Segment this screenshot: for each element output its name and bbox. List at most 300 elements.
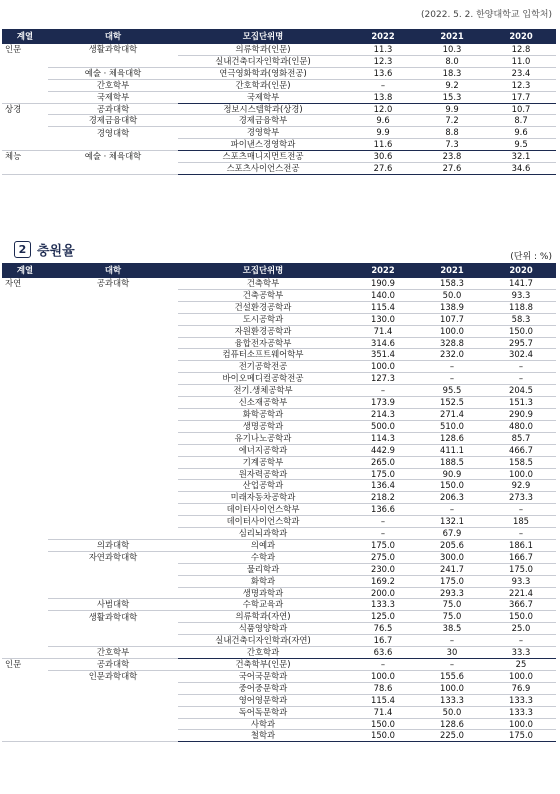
unit-name-cell: 기계공학부 [178, 456, 348, 468]
category-cell [2, 528, 48, 540]
fill-rate-table [2, 263, 556, 742]
year-2021-cell: 27.6 [418, 163, 486, 175]
year-2021-cell: 133.3 [418, 694, 486, 706]
unit-name-cell: 생명과학과 [178, 587, 348, 599]
table-row [2, 397, 556, 409]
table-row [2, 551, 556, 563]
table-row [2, 91, 556, 103]
category-cell [2, 420, 48, 432]
year-2022-cell: – [348, 659, 418, 671]
category-cell [2, 706, 48, 718]
unit-name-cell: 자원환경공학과 [178, 325, 348, 337]
category-cell [2, 682, 48, 694]
college-cell [48, 55, 178, 67]
table-row [2, 420, 556, 432]
year-2020-cell: 133.3 [486, 694, 556, 706]
college-cell [48, 480, 178, 492]
year-2022-cell: 136.6 [348, 504, 418, 516]
college-cell [48, 397, 178, 409]
year-2020-cell: 33.3 [486, 647, 556, 659]
year-2020-cell: 118.8 [486, 301, 556, 313]
unit-name-cell: 에너지공학과 [178, 444, 348, 456]
year-2021-cell: 152.5 [418, 397, 486, 409]
college-cell: 의과대학 [48, 539, 178, 551]
unit-name-cell: 경영학부 [178, 127, 348, 139]
year-2022-cell: 114.3 [348, 432, 418, 444]
category-cell [2, 397, 48, 409]
year-2022-cell: 130.0 [348, 313, 418, 325]
table-row [2, 289, 556, 301]
year-2022-cell: 133.3 [348, 599, 418, 611]
category-cell [2, 623, 48, 635]
table-row [2, 659, 556, 671]
year-2022-cell: 314.6 [348, 337, 418, 349]
year-2021-cell: 150.0 [418, 480, 486, 492]
year-2021-cell: 205.6 [418, 539, 486, 551]
year-2021-cell: 411.1 [418, 444, 486, 456]
college-cell [48, 718, 178, 730]
category-cell [2, 551, 48, 563]
year-2021-cell: 7.2 [418, 115, 486, 127]
table-row [2, 301, 556, 313]
table-row [2, 492, 556, 504]
year-2020-cell: 100.0 [486, 718, 556, 730]
table-row [2, 587, 556, 599]
year-2022-cell: 150.0 [348, 718, 418, 730]
year-2021-cell: 107.7 [418, 313, 486, 325]
unit-name-cell: 중어중문학과 [178, 682, 348, 694]
year-2022-cell: 169.2 [348, 575, 418, 587]
column-header: 대학 [48, 29, 178, 44]
table-row [2, 468, 556, 480]
category-cell [2, 587, 48, 599]
year-2022-cell: 218.2 [348, 492, 418, 504]
year-2022-cell: 27.6 [348, 163, 418, 175]
college-cell [48, 563, 178, 575]
unit-name-cell: 영어영문학과 [178, 694, 348, 706]
category-cell [2, 480, 48, 492]
column-header: 계열 [2, 263, 48, 278]
unit-name-cell: 의예과 [178, 539, 348, 551]
table-header-row [2, 263, 556, 278]
year-2021-cell: 18.3 [418, 67, 486, 79]
category-cell [2, 79, 48, 91]
unit-name-cell: 화학과 [178, 575, 348, 587]
category-cell [2, 670, 48, 682]
year-2022-cell: 173.9 [348, 397, 418, 409]
year-2020-cell: 302.4 [486, 349, 556, 361]
table-row [2, 635, 556, 647]
year-2021-cell: 30 [418, 647, 486, 659]
year-2021-cell: – [418, 659, 486, 671]
year-2022-cell: 63.6 [348, 647, 418, 659]
year-2020-cell: 133.3 [486, 706, 556, 718]
year-2020-cell: 12.3 [486, 79, 556, 91]
year-2022-cell: 136.4 [348, 480, 418, 492]
college-cell [48, 349, 178, 361]
year-2022-cell: 9.9 [348, 127, 418, 139]
category-cell [2, 289, 48, 301]
year-2020-cell: – [486, 373, 556, 385]
year-2022-cell: 11.6 [348, 139, 418, 151]
year-2020-cell: 9.5 [486, 139, 556, 151]
college-cell [48, 337, 178, 349]
category-cell: 체능 [5, 151, 22, 162]
college-cell [48, 432, 178, 444]
college-cell [48, 575, 178, 587]
college-cell: 국제학부 [48, 91, 178, 103]
year-2020-cell: 85.7 [486, 432, 556, 444]
college-cell: 자연과학대학 [88, 552, 138, 563]
year-2022-cell: 127.3 [348, 373, 418, 385]
unit-name-cell: 국제학부 [178, 91, 348, 103]
category-cell [2, 313, 48, 325]
unit-name-cell: 의류학과(인문) [178, 44, 348, 55]
year-2021-cell: 7.3 [418, 139, 486, 151]
year-2021-cell: 132.1 [418, 516, 486, 528]
college-cell [48, 516, 178, 528]
college-cell: 경제금융대학 [48, 115, 178, 127]
unit-name-cell: 건축학부(인문) [178, 659, 348, 671]
year-2022-cell: 76.5 [348, 623, 418, 635]
table-row [2, 647, 556, 659]
table-row [2, 55, 556, 67]
category-cell [2, 361, 48, 373]
table-row [2, 575, 556, 587]
college-cell [48, 289, 178, 301]
college-cell [48, 361, 178, 373]
column-header: 모집단위명 [178, 263, 348, 278]
college-cell: 생활과학대학 [88, 44, 138, 55]
category-cell [2, 127, 48, 139]
category-cell [2, 373, 48, 385]
unit-name-cell: 전기공학전공 [178, 361, 348, 373]
table-row [2, 623, 556, 635]
year-2020-cell: 17.7 [486, 91, 556, 103]
year-2020-cell: 150.0 [486, 325, 556, 337]
year-2020-cell: – [486, 361, 556, 373]
category-cell [2, 325, 48, 337]
category-cell [2, 139, 48, 151]
college-cell [48, 623, 178, 635]
year-2020-cell: 158.5 [486, 456, 556, 468]
unit-name-cell: 스포츠사이언스전공 [178, 163, 348, 175]
college-cell [48, 163, 178, 175]
category-cell [2, 432, 48, 444]
table-row [2, 79, 556, 91]
college-cell [48, 730, 178, 742]
year-2021-cell: 90.9 [418, 468, 486, 480]
year-2022-cell: 115.4 [348, 694, 418, 706]
year-2021-cell: 232.0 [418, 349, 486, 361]
college-cell [48, 587, 178, 599]
category-cell: 인문 [5, 659, 22, 670]
unit-name-cell: 물리학과 [178, 563, 348, 575]
year-2020-cell: 185 [486, 516, 556, 528]
unit-name-cell: 심리뇌과학과 [178, 528, 348, 540]
year-2022-cell: – [348, 528, 418, 540]
table-row [2, 115, 556, 127]
year-2020-cell: 8.7 [486, 115, 556, 127]
year-2021-cell: 241.7 [418, 563, 486, 575]
year-2020-cell: 32.1 [486, 151, 556, 163]
table-row [2, 718, 556, 730]
year-2021-cell: 188.5 [418, 456, 486, 468]
year-2022-cell: – [348, 516, 418, 528]
table-row [2, 163, 556, 175]
category-cell [2, 67, 48, 79]
unit-name-cell: 화학공학과 [178, 408, 348, 420]
year-2021-cell: 100.0 [418, 682, 486, 694]
year-2021-cell: 95.5 [418, 385, 486, 397]
unit-name-cell: 식품영양학과 [178, 623, 348, 635]
unit-name-cell: 실내건축디자인학과(자연) [178, 635, 348, 647]
unit-name-cell: 국어국문학과 [178, 670, 348, 682]
unit-name-cell: 수학과 [178, 551, 348, 563]
year-2020-cell: – [486, 504, 556, 516]
year-2020-cell: – [486, 528, 556, 540]
table-row [2, 151, 556, 163]
year-2022-cell: 190.9 [348, 278, 418, 289]
year-2020-cell: 100.0 [486, 468, 556, 480]
competition-rate-table [2, 29, 556, 175]
college-cell: 예술 · 체육대학 [84, 151, 142, 162]
table-row [2, 563, 556, 575]
category-cell: 자연 [5, 278, 22, 289]
unit-name-cell: 건설환경공학과 [178, 301, 348, 313]
college-cell [48, 706, 178, 718]
year-2021-cell: – [418, 373, 486, 385]
year-2021-cell: 8.8 [418, 127, 486, 139]
unit-name-cell: 건축학부 [178, 278, 348, 289]
table-row [2, 139, 556, 151]
year-2022-cell: 150.0 [348, 730, 418, 742]
year-2020-cell: 10.7 [486, 103, 556, 115]
table-row [2, 694, 556, 706]
table-row [2, 528, 556, 540]
college-cell [48, 139, 178, 151]
table-row [2, 611, 556, 623]
category-cell [2, 575, 48, 587]
section-heading [14, 240, 75, 259]
category-cell [2, 694, 48, 706]
unit-name-cell: 사학과 [178, 718, 348, 730]
category-cell [2, 91, 48, 103]
year-2022-cell: 71.4 [348, 706, 418, 718]
year-2021-cell: 100.0 [418, 325, 486, 337]
year-2021-cell: – [418, 361, 486, 373]
unit-name-cell: 전기.생체공학부 [178, 385, 348, 397]
year-2022-cell: 100.0 [348, 670, 418, 682]
unit-name-cell: 파이낸스경영학과 [178, 139, 348, 151]
column-header: 모집단위명 [178, 29, 348, 44]
year-2020-cell: 76.9 [486, 682, 556, 694]
unit-name-cell: 원자력공학과 [178, 468, 348, 480]
year-2022-cell: 16.7 [348, 635, 418, 647]
column-header: 2022 [348, 263, 418, 278]
unit-name-cell: 미래자동차공학과 [178, 492, 348, 504]
year-2022-cell: 71.4 [348, 325, 418, 337]
year-2020-cell: 186.1 [486, 539, 556, 551]
column-header: 2021 [418, 263, 486, 278]
section-number: 2 [14, 241, 31, 258]
college-cell: 생활과학대학 [88, 611, 138, 622]
year-2022-cell: – [348, 385, 418, 397]
college-cell [48, 504, 178, 516]
year-2020-cell: 204.5 [486, 385, 556, 397]
year-2021-cell: 225.0 [418, 730, 486, 742]
year-2021-cell: 67.9 [418, 528, 486, 540]
year-2020-cell: 92.9 [486, 480, 556, 492]
year-2020-cell: 466.7 [486, 444, 556, 456]
table-row [2, 480, 556, 492]
unit-name-cell: 독어독문학과 [178, 706, 348, 718]
college-cell [48, 682, 178, 694]
unit-name-cell: 신소재공학부 [178, 397, 348, 409]
category-cell [2, 163, 48, 175]
unit-name-cell: 의류학과(자연) [178, 611, 348, 623]
unit-name-cell: 스포츠매니지먼트전공 [178, 151, 348, 163]
year-2020-cell: 366.7 [486, 599, 556, 611]
section-title: 충원율 [37, 244, 75, 259]
table-row [2, 278, 556, 289]
year-2022-cell: 115.4 [348, 301, 418, 313]
table-row [2, 361, 556, 373]
unit-name-cell: 실내건축디자인학과(인문) [178, 55, 348, 67]
column-header: 2022 [348, 29, 418, 44]
unit-label: (단위 : %) [510, 252, 552, 262]
category-cell [2, 492, 48, 504]
category-cell [2, 349, 48, 361]
unit-name-cell: 건축공학부 [178, 289, 348, 301]
year-2022-cell: 140.0 [348, 289, 418, 301]
year-2021-cell: 128.6 [418, 432, 486, 444]
category-cell [2, 468, 48, 480]
year-2022-cell: 442.9 [348, 444, 418, 456]
year-2020-cell: 58.3 [486, 313, 556, 325]
unit-name-cell: 바이오메디컬공학전공 [178, 373, 348, 385]
year-2022-cell: 214.3 [348, 408, 418, 420]
year-2021-cell: 293.3 [418, 587, 486, 599]
year-2021-cell: 8.0 [418, 55, 486, 67]
category-cell [2, 718, 48, 730]
college-cell [48, 408, 178, 420]
category-cell: 상경 [5, 103, 22, 114]
year-2020-cell: 175.0 [486, 730, 556, 742]
year-2021-cell: 328.8 [418, 337, 486, 349]
category-cell [2, 456, 48, 468]
year-2020-cell: 175.0 [486, 563, 556, 575]
category-cell [2, 516, 48, 528]
year-2022-cell: 200.0 [348, 587, 418, 599]
table-row [2, 539, 556, 551]
college-cell [48, 420, 178, 432]
year-2020-cell: 151.3 [486, 397, 556, 409]
year-2021-cell: 128.6 [418, 718, 486, 730]
table-row [2, 408, 556, 420]
category-cell [2, 635, 48, 647]
category-cell [2, 504, 48, 516]
college-cell [48, 492, 178, 504]
year-2020-cell: 166.7 [486, 551, 556, 563]
year-2022-cell: 175.0 [348, 468, 418, 480]
column-header: 2021 [418, 29, 486, 44]
table-row [2, 730, 556, 742]
unit-name-cell: 수학교육과 [178, 599, 348, 611]
year-2022-cell: 125.0 [348, 611, 418, 623]
category-cell [2, 647, 48, 659]
year-2020-cell: 34.6 [486, 163, 556, 175]
year-2020-cell: 93.3 [486, 289, 556, 301]
year-2022-cell: 230.0 [348, 563, 418, 575]
category-cell: 인문 [5, 44, 22, 55]
year-2022-cell: 11.3 [348, 44, 418, 55]
table-row [2, 127, 556, 139]
table-row [2, 456, 556, 468]
year-2021-cell: 15.3 [418, 91, 486, 103]
unit-name-cell: 철학과 [178, 730, 348, 742]
year-2022-cell: 265.0 [348, 456, 418, 468]
year-2021-cell: 300.0 [418, 551, 486, 563]
table-row [2, 432, 556, 444]
year-2020-cell: 141.7 [486, 278, 556, 289]
year-2020-cell: 25.0 [486, 623, 556, 635]
unit-name-cell: 융합전자공학부 [178, 337, 348, 349]
table-row [2, 504, 556, 516]
year-2021-cell: 50.0 [418, 289, 486, 301]
category-cell [2, 539, 48, 551]
year-2021-cell: 10.3 [418, 44, 486, 55]
year-2020-cell: 290.9 [486, 408, 556, 420]
table-row [2, 599, 556, 611]
year-2022-cell: 13.8 [348, 91, 418, 103]
year-2022-cell: 351.4 [348, 349, 418, 361]
college-cell: 간호학부 [48, 79, 178, 91]
year-2020-cell: 295.7 [486, 337, 556, 349]
year-2021-cell: 138.9 [418, 301, 486, 313]
year-2021-cell: 271.4 [418, 408, 486, 420]
category-cell [2, 730, 48, 742]
source-note: (2022. 5. 2. 한양대학교 입학처) [421, 10, 552, 20]
year-2021-cell: 75.0 [418, 599, 486, 611]
column-header: 대학 [48, 263, 178, 278]
unit-name-cell: 연극영화학과(영화전공) [178, 67, 348, 79]
year-2022-cell: – [348, 79, 418, 91]
column-header: 2020 [486, 263, 556, 278]
college-cell [48, 635, 178, 647]
college-cell [48, 373, 178, 385]
category-cell [2, 563, 48, 575]
college-cell [48, 313, 178, 325]
table-row [2, 706, 556, 718]
category-cell [2, 599, 48, 611]
year-2020-cell: – [486, 635, 556, 647]
table-row [2, 103, 556, 115]
unit-name-cell: 유기나노공학과 [178, 432, 348, 444]
year-2022-cell: 275.0 [348, 551, 418, 563]
unit-name-cell: 컴퓨터소프트웨어학부 [178, 349, 348, 361]
year-2022-cell: 9.6 [348, 115, 418, 127]
year-2020-cell: 23.4 [486, 67, 556, 79]
table-row [2, 682, 556, 694]
year-2022-cell: 12.0 [348, 103, 418, 115]
year-2022-cell: 30.6 [348, 151, 418, 163]
year-2020-cell: 480.0 [486, 420, 556, 432]
table-row [2, 373, 556, 385]
unit-name-cell: 데이터사이언스학부 [178, 504, 348, 516]
category-cell [2, 337, 48, 349]
college-cell [48, 468, 178, 480]
